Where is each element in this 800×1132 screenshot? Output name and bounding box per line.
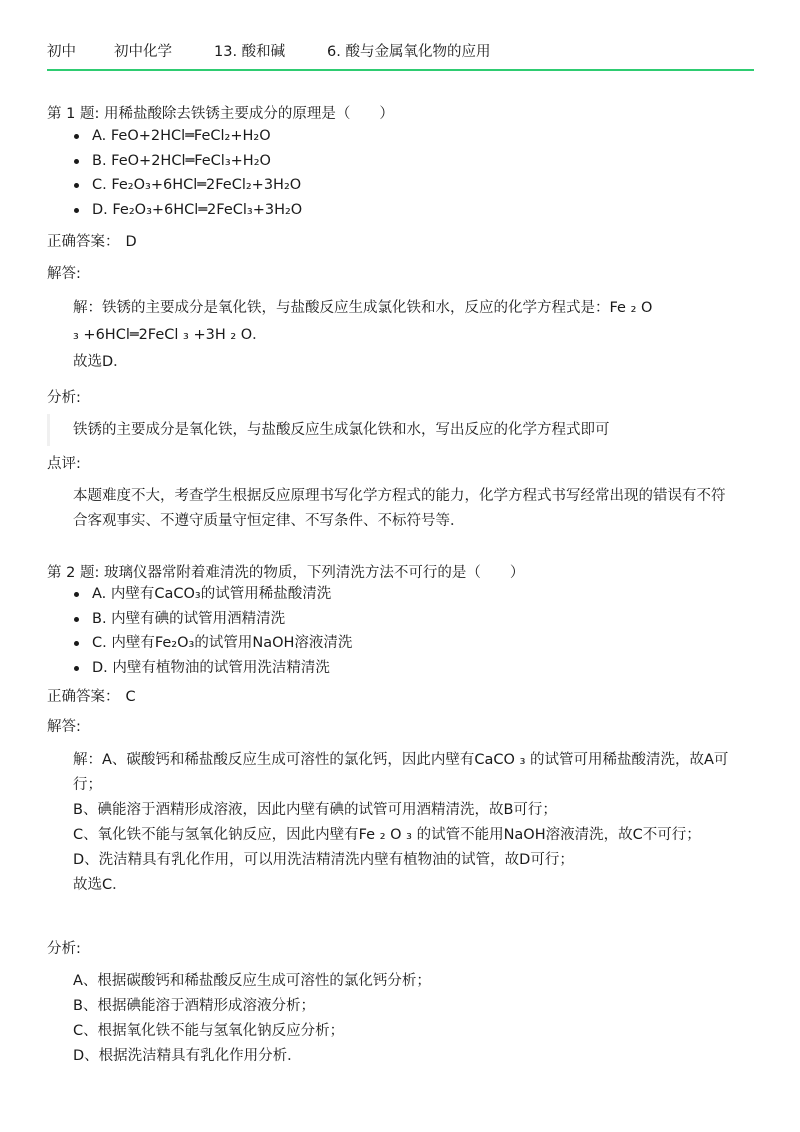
answer-row bbox=[47, 686, 136, 708]
answer-label: 正确答案： bbox=[47, 234, 120, 250]
option-c: C. Fe₂O₃+6HCl═2FeCl₂+3H₂O bbox=[66, 173, 302, 198]
question-2-title: 第 2 题: 玻璃仪器常附着难清洗的物质，下列清洗方法不可行的是（ ） bbox=[47, 565, 525, 581]
answer-label: 正确答案： bbox=[47, 689, 120, 705]
breadcrumb-item-section[interactable]: 6. 酸与金属氧化物的应用 bbox=[327, 44, 491, 60]
option-d: D. Fe₂O₃+6HCl═2FeCl₃+3H₂O bbox=[66, 198, 302, 223]
solution-line: D、洗洁精具有乳化作用，可以用洗洁精清洗内壁有植物油的试管，故D可行； bbox=[73, 852, 574, 868]
option-a: A. 内壁有CaCO₃的试管用稀盐酸清洗 bbox=[66, 582, 352, 607]
breadcrumb-item-chapter[interactable]: 13. 酸和碱 bbox=[214, 44, 286, 60]
solution-line: B、碘能溶于酒精形成溶液，因此内壁有碘的试管可用酒精清洗，故B可行； bbox=[73, 802, 557, 818]
analysis-label: 分析: bbox=[47, 390, 81, 406]
analysis-line: B、根据碘能溶于酒精形成溶液分析； bbox=[73, 998, 315, 1014]
solution-text bbox=[73, 295, 733, 376]
analysis-line: A、根据碳酸钙和稀盐酸反应生成可溶性的氯化钙分析； bbox=[73, 973, 431, 989]
option-b: B. 内壁有碘的试管用酒精清洗 bbox=[66, 607, 352, 632]
comment-text bbox=[73, 484, 728, 534]
solution-text bbox=[73, 748, 733, 898]
analysis-text bbox=[73, 969, 733, 1069]
breadcrumb-item-subject[interactable]: 初中化学 bbox=[114, 44, 172, 60]
solution-label: 解答: bbox=[47, 266, 81, 282]
solution-line: 故选D． bbox=[73, 354, 128, 370]
analysis-line: C、根据氧化铁不能与氢氧化钠反应分析； bbox=[73, 1023, 345, 1039]
header-divider bbox=[47, 69, 754, 71]
option-c: C. 内壁有Fe₂O₃的试管用NaOH溶液清洗 bbox=[66, 631, 352, 656]
question-2-options bbox=[66, 582, 352, 680]
analysis-line: D、根据洗洁精具有乳化作用分析． bbox=[73, 1048, 302, 1064]
solution-label: 解答: bbox=[47, 719, 81, 735]
analysis-line: 铁锈的主要成分是氧化铁，与盐酸反应生成氯化铁和水，写出反应的化学方程式即可 bbox=[73, 422, 610, 438]
quote-bar bbox=[47, 414, 50, 446]
analysis-text bbox=[73, 418, 733, 443]
option-a: A. FeO+2HCl═FeCl₂+H₂O bbox=[66, 124, 302, 149]
comment-label: 点评: bbox=[47, 456, 81, 472]
answer-value: C bbox=[125, 689, 136, 705]
solution-line: C、氧化铁不能与氢氧化钠反应，因此内壁有Fe ₂ O ₃ 的试管不能用NaOH溶液清洗，故C不可行； bbox=[73, 827, 701, 843]
question-1-title: 第 1 题: 用稀盐酸除去铁锈主要成分的原理是（ ） bbox=[47, 106, 394, 122]
question-1-options bbox=[66, 124, 302, 222]
comment-paragraph: 本题难度不大，考查学生根据反应原理书写化学方程式的能力，化学方程式书写经常出现的错误有不符合客观事实、不遵守质量守恒定律、不写条件、不标符号等． bbox=[73, 488, 726, 529]
solution-line: 解：铁锈的主要成分是氧化铁，与盐酸反应生成氯化铁和水，反应的化学方程式是：Fe ₂ O bbox=[73, 300, 653, 316]
breadcrumb-item-level[interactable]: 初中 bbox=[47, 44, 76, 60]
option-d: D. 内壁有植物油的试管用洗洁精清洗 bbox=[66, 656, 352, 681]
answer-row bbox=[47, 231, 137, 253]
answer-value: D bbox=[125, 234, 137, 250]
solution-line: 故选C． bbox=[73, 877, 127, 893]
analysis-label: 分析: bbox=[47, 941, 81, 957]
option-b: B. FeO+2HCl═FeCl₃+H₂O bbox=[66, 149, 302, 174]
solution-line: 解：A、碳酸钙和稀盐酸反应生成可溶性的氯化钙，因此内壁有CaCO ₃ 的试管可用稀盐酸清洗，故A可行； bbox=[73, 752, 729, 793]
solution-line: ₃ +6HCl═2FeCl ₃ +3H ₂ O． bbox=[73, 327, 267, 343]
